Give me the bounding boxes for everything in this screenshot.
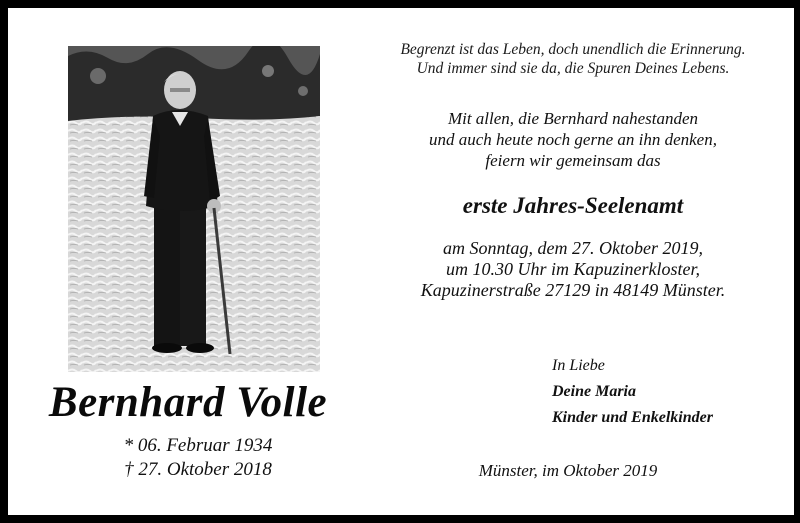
invitation-line-2: und auch heute noch gerne an ihn denken, bbox=[429, 130, 717, 149]
birth-date: * 06. Februar 1934 bbox=[123, 435, 273, 456]
place-and-date: Münster, im Oktober 2019 bbox=[478, 461, 658, 480]
invitation-line-1: Mit allen, die Bernhard nahestanden bbox=[447, 109, 699, 128]
invitation-line-3: feiern wir gemeinsam das bbox=[485, 151, 661, 170]
event-date: am Sonntag, dem 27. Oktober 2019, bbox=[443, 238, 703, 258]
memorial-card bbox=[8, 8, 794, 515]
motto-line-2: Und immer sind sie da, die Spuren Deines Lebens. bbox=[416, 60, 730, 77]
event-time-location: um 10.30 Uhr im Kapuzinerkloster, bbox=[445, 259, 700, 279]
signature-intro: In Liebe bbox=[552, 357, 605, 374]
event-address: Kapuzinerstraße 27129 in 48149 Münster. bbox=[420, 280, 726, 300]
motto-line-1: Begrenzt ist das Leben, doch unendlich die Erinnerung. bbox=[400, 41, 746, 58]
signature-line-2: Kinder und Enkelkinder bbox=[552, 409, 713, 426]
death-date: † 27. Oktober 2018 bbox=[124, 459, 272, 480]
life-dates bbox=[68, 434, 328, 482]
event-details bbox=[358, 238, 788, 301]
invitation-text bbox=[358, 108, 788, 171]
portrait-photo-illustration bbox=[68, 46, 320, 372]
notice-text-column bbox=[358, 40, 788, 301]
event-title: erste Jahres-Seelenamt bbox=[462, 193, 684, 218]
deceased-name: Bernhard Volle bbox=[48, 379, 328, 426]
signature bbox=[552, 353, 713, 431]
portrait-photo bbox=[68, 46, 320, 372]
signature-line-1: Deine Maria bbox=[552, 383, 636, 400]
motto bbox=[358, 40, 788, 78]
